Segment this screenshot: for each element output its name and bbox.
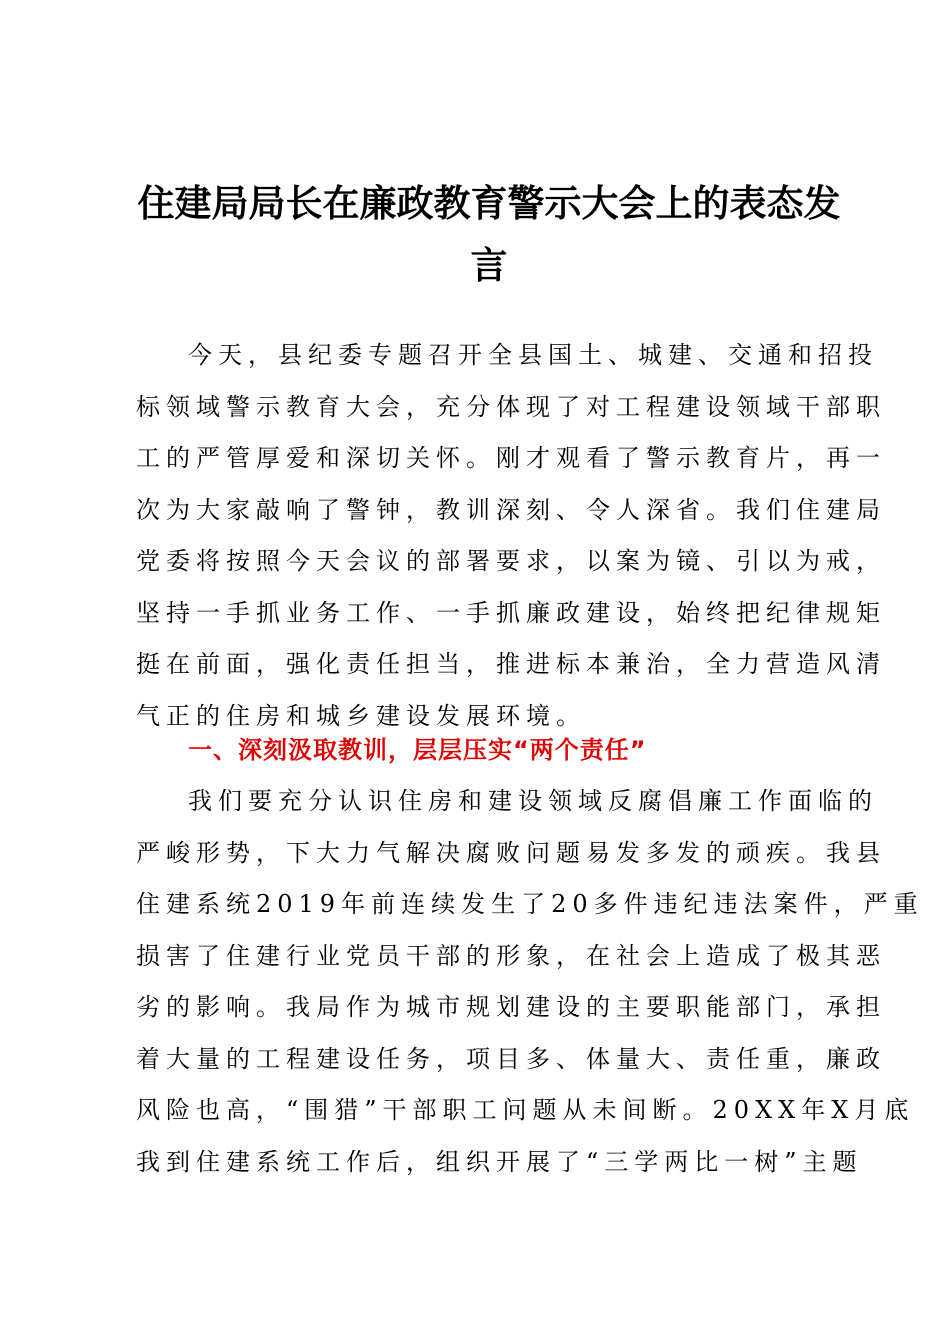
text-line: 坚持一手抓业务工作、一手抓廉政建设，始终把纪律规矩 [136,598,886,627]
paragraph-intro [136,330,886,742]
document-title [130,172,848,296]
paragraph-section1 [136,776,924,1188]
title-line: 住建局局长在廉政教育警示大会上的表态发 [137,181,841,225]
text-line: 严峻形势，下大力气解决腐败问题易发多发的顽疾。我县 [136,838,886,867]
text-line: 工的严管厚爱和深切关怀。刚才观看了警示教育片，再一 [136,444,886,472]
text-line: 标领域警示教育大会，充分体现了对工程建设领域干部职 [136,392,886,421]
text-line: 今天，县纪委专题召开全县国土、城建、交通和招投 [188,341,878,369]
title-line: 言 [470,243,508,287]
section-heading: 一、深刻汲取教训，层层压实“两个责任” [188,736,647,764]
text-line: 挺在前面，强化责任担当，推进标本兼治，全力营造风清 [136,650,886,678]
text-line: 风险也高，“围猎”干部职工问题从未间断。20XX年X月底 [136,1096,915,1124]
text-line: 损害了住建行业党员干部的形象，在社会上造成了极其恶 [136,941,886,970]
text-line: 住建系统2019年前连续发生了20多件违纪违法案件，严重 [136,890,924,918]
text-line: 劣的影响。我局作为城市规划建设的主要职能部门，承担 [136,993,886,1021]
text-line: 党委将按照今天会议的部署要求，以案为镜、引以为戒， [136,547,886,575]
text-line: 次为大家敲响了警钟，教训深刻、令人深省。我们住建局 [136,495,886,524]
text-line: 我们要充分认识住房和建设领域反腐倡廉工作面临的 [188,787,878,815]
text-line: 我到住建系统工作后，组织开展了“三学两比一树”主题 [136,1147,863,1176]
text-line: 气正的住房和城乡建设发展环境。 [136,701,586,730]
text-line: 着大量的工程建设任务，项目多、体量大、责任重，廉政 [136,1044,886,1073]
